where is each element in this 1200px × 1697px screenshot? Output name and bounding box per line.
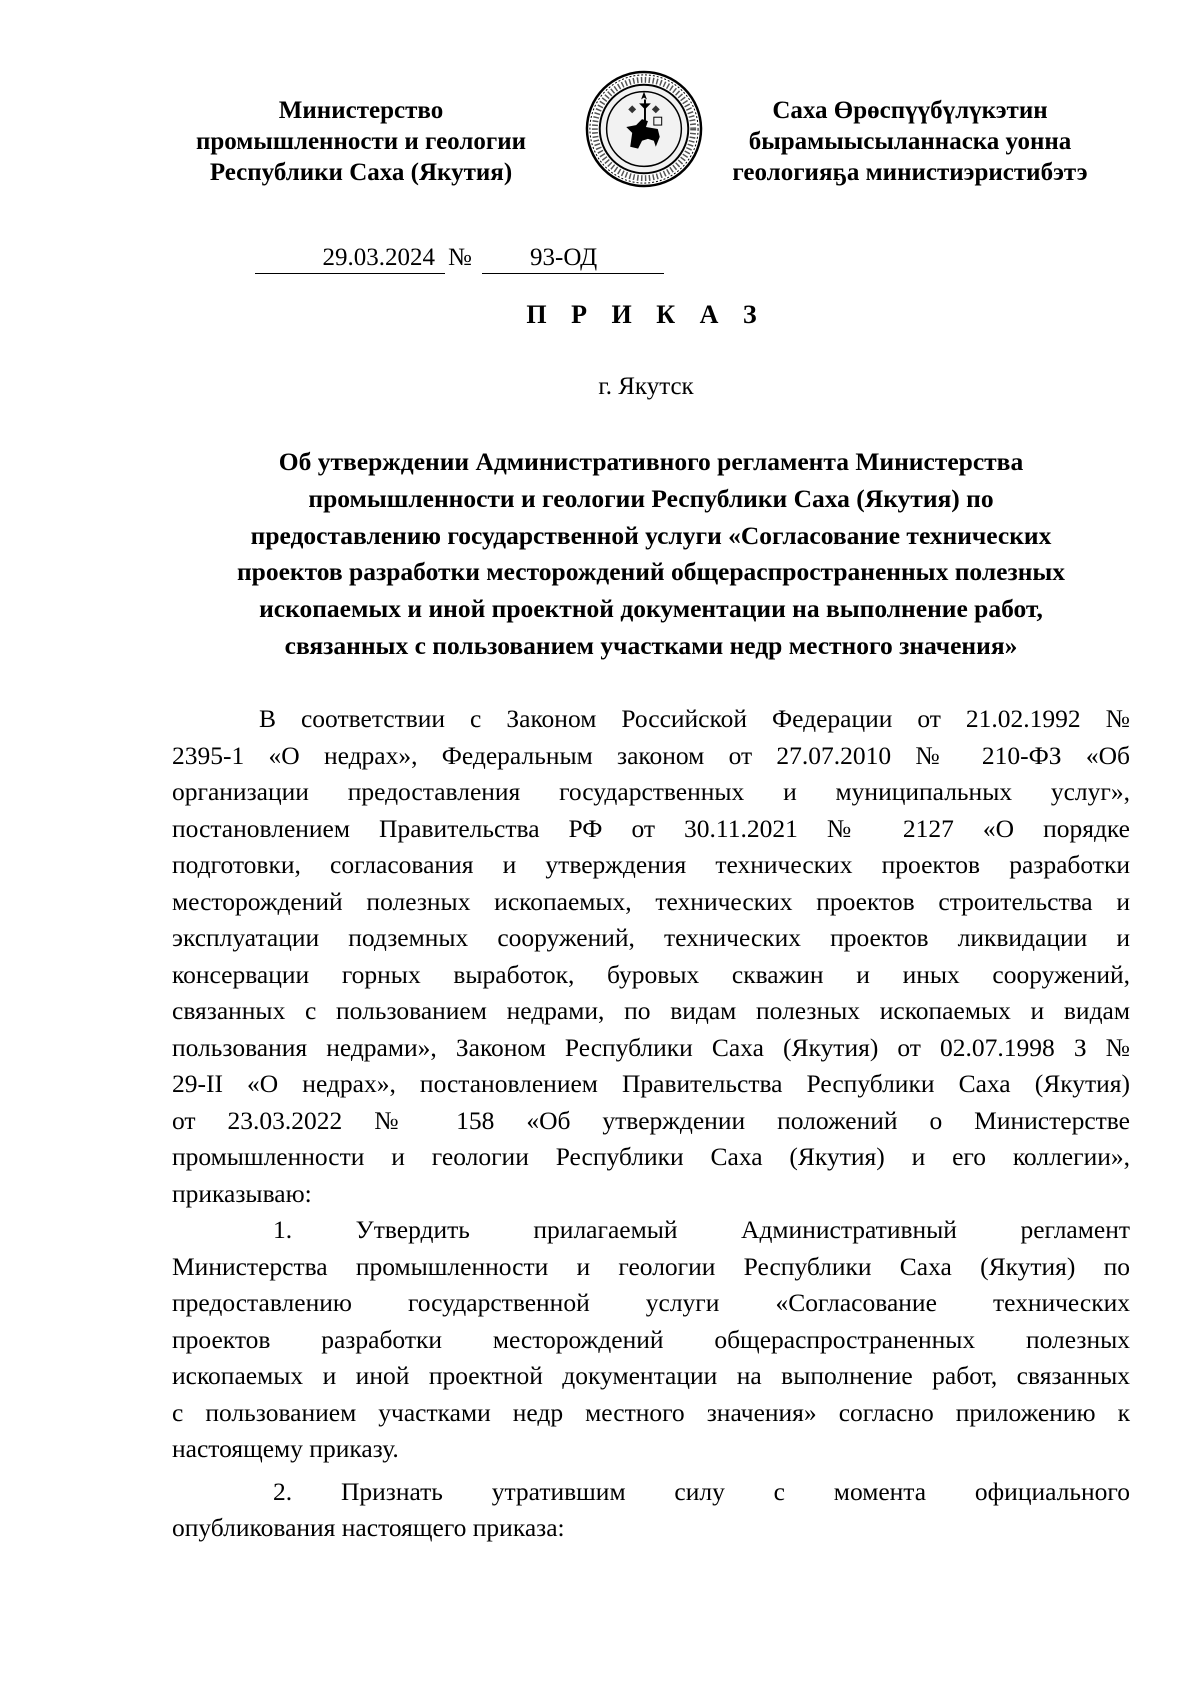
ministry-name-line: Министерство — [278, 97, 444, 124]
title-line: предоставлению государственной услуги «Согласование технических — [250, 520, 1052, 550]
ministry-name-russian — [172, 95, 550, 188]
order-number: 93-ОД — [482, 243, 664, 274]
text-line: 1. Утвердить прилагаемый Административный регламент — [273, 1215, 1130, 1244]
text-line: промышленности и геологии Республики Саха (Якутия) и его коллегии», — [172, 1142, 1130, 1171]
title-line: связанных с пользованием участками недр местного значения» — [284, 630, 1018, 660]
title-line: ископаемых и иной проектной документации на выполнение работ, — [259, 594, 1043, 624]
text-line: Министерства промышленности и геологии Республики Саха (Якутия) по — [172, 1251, 1130, 1281]
number-sign: № — [448, 244, 472, 271]
text-line: пользования недрами», Законом Республики Саха (Якутия) от 02.07.1998 З № — [172, 1032, 1130, 1062]
text-line: консервации горных выработок, буровых скважин и иных сооружений, — [172, 959, 1130, 989]
ministry-name-line: промышленности и геологии — [195, 128, 527, 155]
text-line: предоставлению государственной услуги «Согласование технических — [172, 1288, 1130, 1317]
title-line: Об утверждении Административного регламента Министерства — [278, 447, 1024, 476]
ministry-name-line: бырамыысыланнаска уонна — [748, 128, 1072, 155]
ministry-name-line: геологияҕа министиэристибэтэ — [732, 159, 1088, 186]
city-name: г. Якутск — [598, 373, 694, 400]
text-line: с пользованием участками недр местного значения» согласно приложению к — [172, 1397, 1130, 1427]
text-line: подготовки, согласования и утверждения технических проектов разработки — [172, 850, 1130, 879]
text-line: настоящему приказу. — [172, 1434, 399, 1463]
text-line: приказываю: — [172, 1178, 312, 1208]
title-line: проектов разработки месторождений общераспространенных полезных — [236, 557, 1066, 587]
text-line: опубликования настоящего приказа: — [172, 1513, 565, 1542]
text-line: организации предоставления государственных и муниципальных услуг», — [172, 777, 1130, 806]
text-line: 2. Признать утратившим силу с момента официального — [273, 1476, 1130, 1506]
coat-of-arms-emblem-icon — [585, 70, 703, 188]
ministry-name-yakut — [720, 95, 1100, 188]
document-type-heading: П Р И К А З — [526, 300, 766, 329]
order-item-1 — [172, 1212, 1130, 1468]
text-line: месторождений полезных ископаемых, технических проектов строительства и — [172, 886, 1130, 916]
text-line: от 23.03.2022 № 158 «Об утверждении положений о Министерстве — [172, 1105, 1130, 1135]
text-line: эксплуатации подземных сооружений, технических проектов ликвидации и — [172, 923, 1130, 952]
text-line: постановлением Правительства РФ от 30.11.2021 № 2127 «О порядке — [172, 813, 1130, 843]
order-body — [172, 701, 1130, 1547]
ministry-name-line: Саха Өрөспүүбүлүкэтин — [772, 97, 1048, 124]
preamble-paragraph — [172, 701, 1130, 1212]
text-line: ископаемых и иной проектной документации на выполнение работ, связанных — [172, 1361, 1130, 1390]
order-title — [172, 444, 1130, 665]
text-line: В соответствии с Законом Российской Федерации от 21.02.1992 № — [259, 704, 1130, 733]
text-line: проектов разработки месторождений общераспространенных полезных — [172, 1324, 1130, 1354]
order-item-2 — [172, 1474, 1130, 1547]
text-line: связанных с пользованием недрами, по видам полезных ископаемых и видам — [172, 996, 1130, 1025]
text-line: 29-II «О недрах», постановлением Правительства Республики Саха (Якутия) — [172, 1069, 1130, 1098]
title-line: промышленности и геологии Республики Саха (Якутия) по — [308, 483, 994, 513]
text-line: 2395-1 «О недрах», Федеральным законом от 27.07.2010 № 210-ФЗ «Об — [172, 740, 1130, 770]
order-date: 29.03.2024 — [255, 243, 445, 274]
ministry-name-line: Республики Саха (Якутия) — [209, 159, 513, 186]
